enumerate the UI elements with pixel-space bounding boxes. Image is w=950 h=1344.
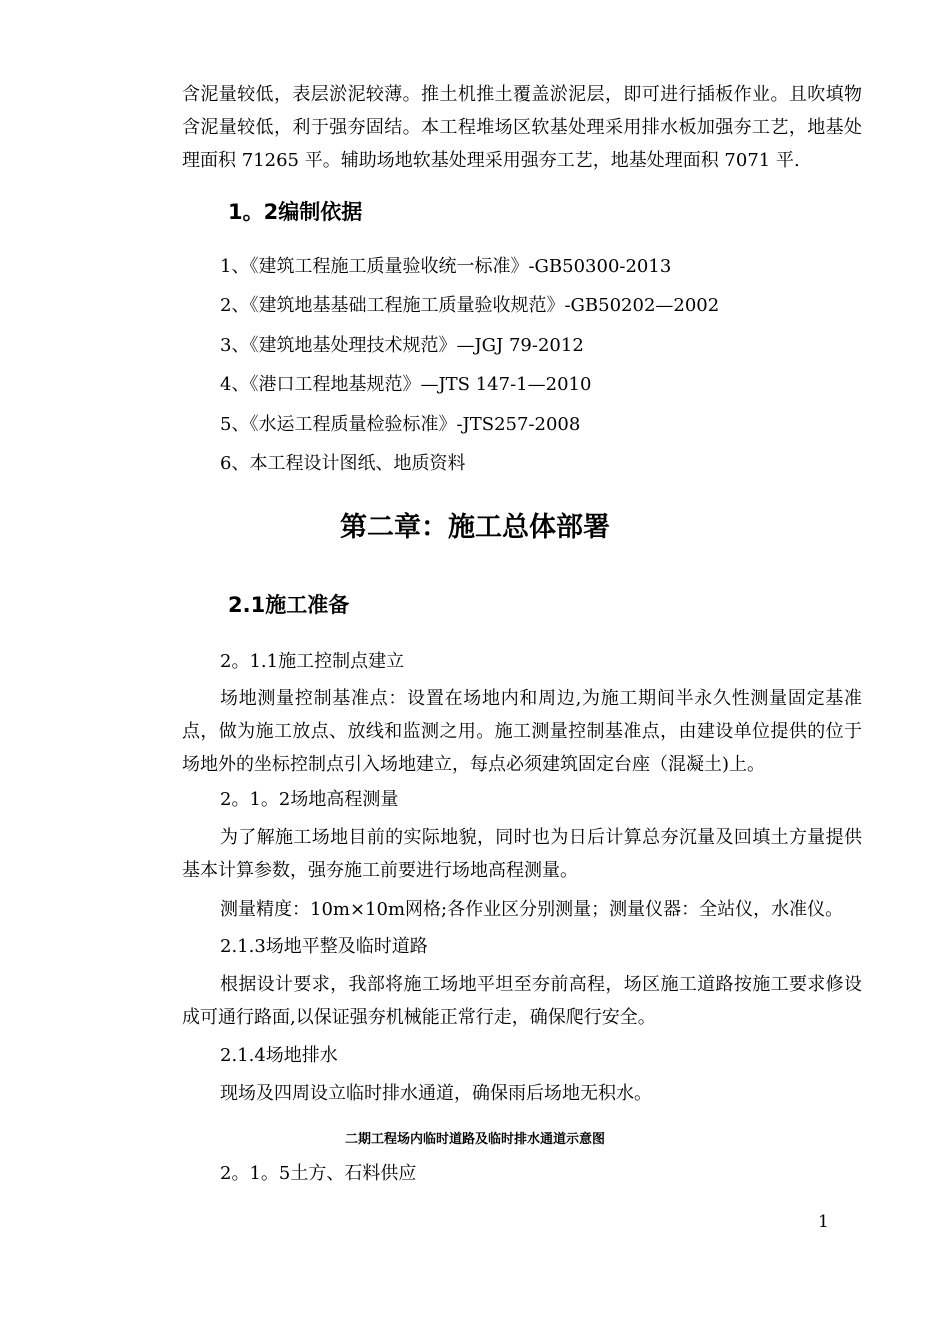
subsection-heading-2-1-5: 2。1。5土方、石料供应	[220, 1163, 417, 1184]
reference-item: 5、《水运工程质量检验标准》-JTS257-2008	[220, 413, 581, 435]
subsection-heading-2-1-2: 2。1。2场地高程测量	[220, 789, 399, 810]
reference-list	[220, 250, 719, 486]
reference-item: 2、《建筑地基基础工程施工质量验收规范》-GB50202—2002	[220, 295, 720, 317]
reference-item: 3、《建筑地基处理技术规范》—JGJ 79-2012	[220, 334, 584, 356]
page-number: 1	[818, 1212, 829, 1232]
section-heading-2-1: 2.1施工准备	[228, 593, 350, 617]
reference-item: 1、《建筑工程施工质量验收统一标准》-GB50300-2013	[220, 256, 672, 277]
reference-item: 4、《港口工程地基规范》—JTS 147-1—2010	[220, 374, 592, 396]
intro-paragraph: 含泥量较低，表层淤泥较薄。推土机推土覆盖淤泥层，即可进行插板作业。且吹填物含泥量较低，利于强夯固结。本工程堆场区软基处理采用排水板加强夯工艺，地基处理面积 71265 平。辅助场地软基处理采用强夯工艺，地基处理面积 7071 平.	[182, 84, 862, 171]
section-heading-1-2: 1。2编制依据	[228, 200, 363, 224]
reference-item: 6、本工程设计图纸、地质资料	[220, 452, 466, 474]
subsection-heading-2-1-4: 2.1.4场地排水	[220, 1045, 338, 1066]
paragraph-2-1-2: 为了解施工场地目前的实际地貌，同时也为日后计算总夯沉量及回填土方量提供基本计算参数，强夯施工前要进行场地高程测量。	[182, 827, 862, 881]
chapter-title: 第二章：施工总体部署	[340, 512, 610, 543]
paragraph-2-1-1: 场地测量控制基准点：设置在场地内和周边,为施工期间半永久性测量固定基准点，做为施工放点、放线和监测之用。施工测量控制基准点，由建设单位提供的位于场地外的坐标控制点引入场地建立，每点必须建筑固定台座（混凝土)上。	[182, 688, 862, 775]
subsection-heading-2-1-3: 2.1.3场地平整及临时道路	[220, 936, 428, 957]
subsection-heading-2-1-1: 2。1.1施工控制点建立	[220, 651, 405, 672]
paragraph-2-1-3: 根据设计要求，我部将施工场地平坦至夯前高程，场区施工道路按施工要求修设成可通行路面,以保证强夯机械能正常行走，确保爬行安全。	[182, 974, 862, 1028]
paragraph-2-1-4: 现场及四周设立临时排水通道，确保雨后场地无积水。	[220, 1083, 652, 1104]
figure-caption: 二期工程场内临时道路及临时排水通道示意图	[344, 1132, 605, 1147]
paragraph-2-1-2-precision: 测量精度：10m×10m网格;各作业区分别测量；测量仪器：全站仪，水准仪。	[220, 899, 844, 920]
